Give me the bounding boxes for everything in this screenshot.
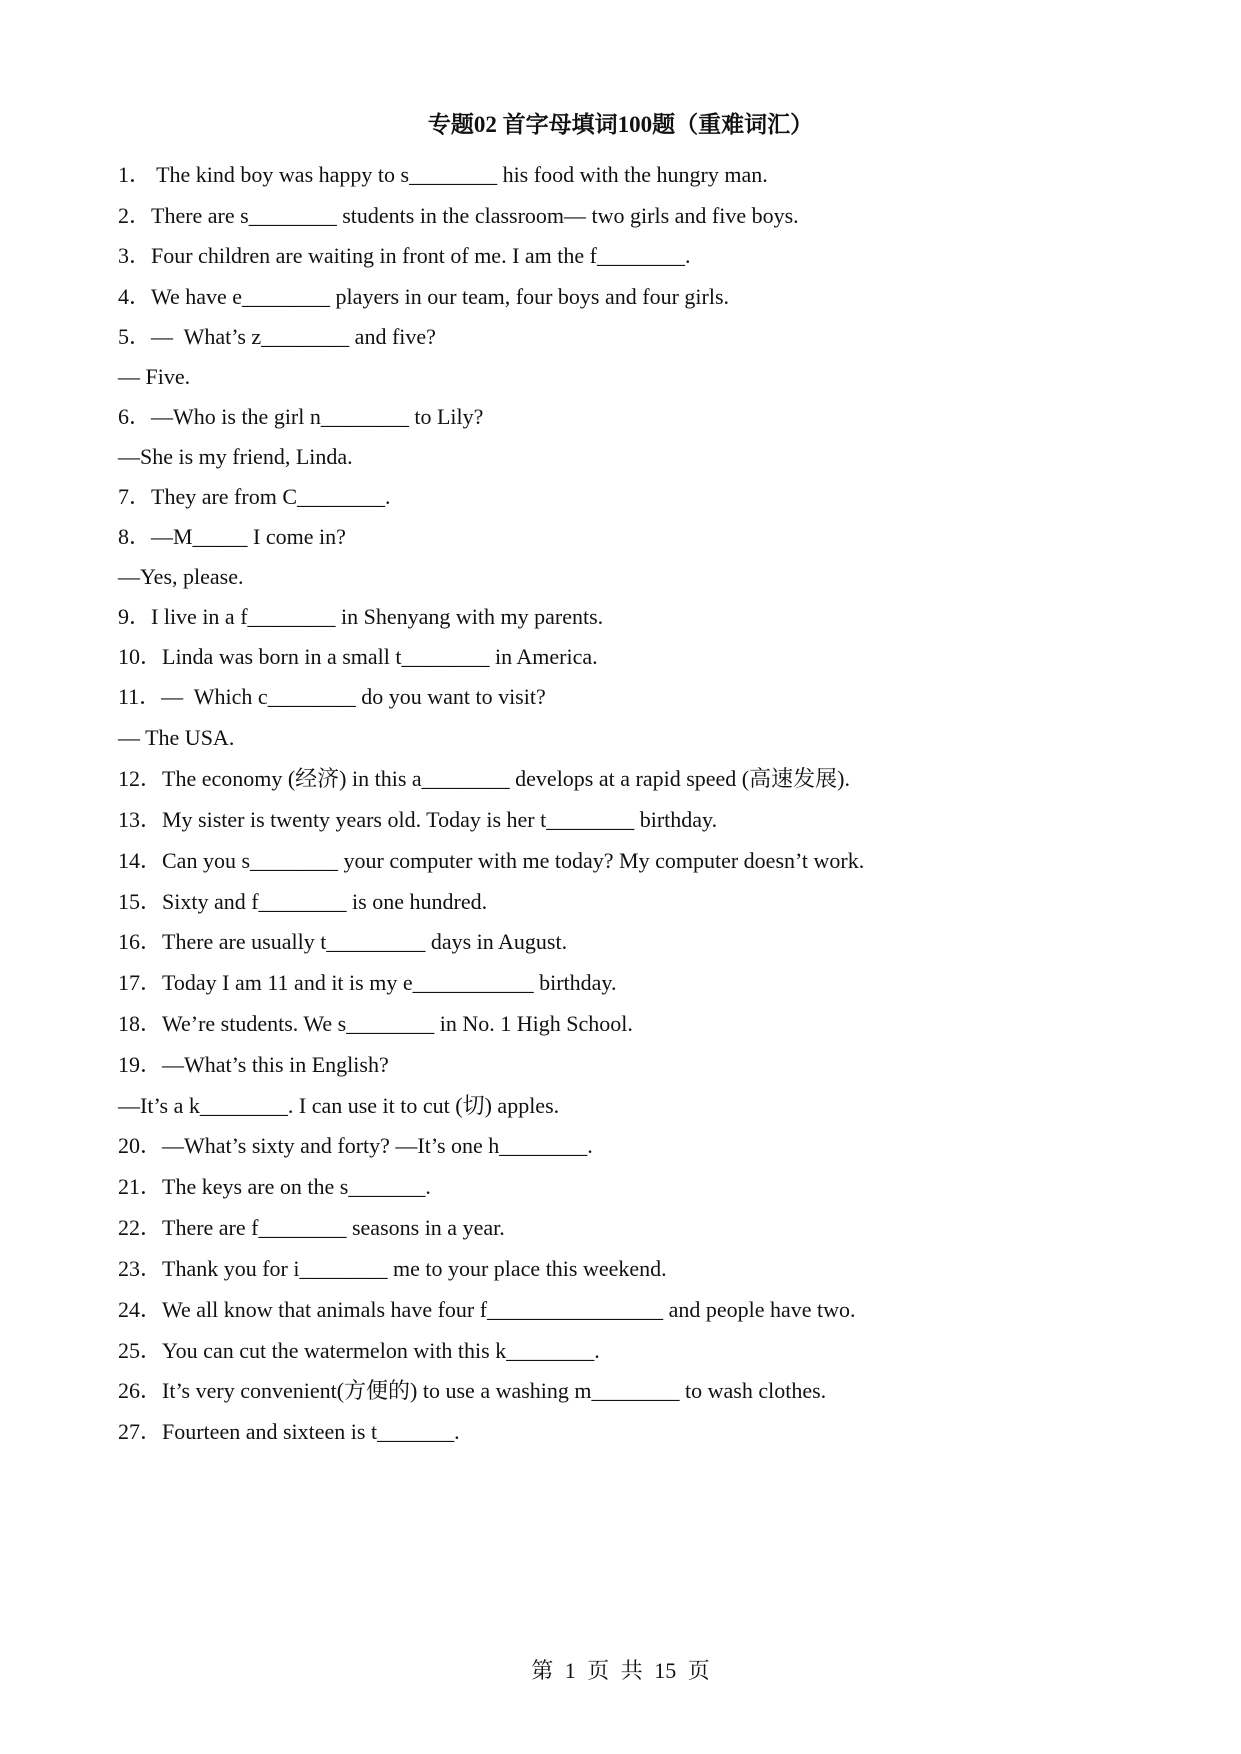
question-line: 16．There are usually t_________ days in August. [118, 929, 568, 954]
question-line: 11．— Which c________ do you want to visit? [118, 684, 546, 709]
question-line: 24．We all know that animals have four f________________ and people have two. [118, 1297, 856, 1322]
question-line: 22．There are f________ seasons in a year. [118, 1215, 505, 1240]
question-line: 6．—Who is the girl n________ to Lily? [118, 404, 484, 429]
question-line: 2．There are s________ students in the classroom— two girls and five boys. [118, 203, 799, 228]
question-line: 17．Today I am 11 and it is my e___________ birthday. [118, 970, 617, 995]
question-line: —It’s a k________. I can use it to cut (切) apples. [118, 1093, 560, 1118]
question-line: 1． The kind boy was happy to s________ his food with the hungry man. [118, 162, 768, 187]
question-line: 27．Fourteen and sixteen is t_______. [118, 1419, 460, 1444]
question-line: — Five. [118, 364, 191, 389]
question-line: 10．Linda was born in a small t________ in America. [118, 644, 598, 669]
question-line: 25．You can cut the watermelon with this k________. [118, 1338, 600, 1363]
question-line: 15．Sixty and f________ is one hundred. [118, 889, 488, 914]
question-line: 23．Thank you for i________ me to your place this weekend. [118, 1256, 667, 1281]
question-line: — The USA. [118, 725, 235, 750]
page-footer: 第 1 页 共 15 页 [531, 1658, 710, 1683]
page-title: 专题02 首字母填词100题（重难词汇） [427, 112, 814, 137]
question-line: 20．—What’s sixty and forty? —It’s one h________. [118, 1133, 593, 1158]
question-line: 12．The economy (经济) in this a________ develops at a rapid speed (高速发展). [118, 766, 850, 791]
question-line: 13．My sister is twenty years old. Today is her t________ birthday. [118, 807, 718, 832]
question-line: 3．Four children are waiting in front of me. I am the f________. [118, 243, 691, 268]
question-line: 5．— What’s z________ and five? [118, 324, 436, 349]
question-line: 8．—M_____ I come in? [118, 524, 346, 549]
question-line: 9．I live in a f________ in Shenyang with my parents. [118, 604, 604, 629]
question-line: —Yes, please. [118, 564, 244, 589]
question-line: 19．—What’s this in English? [118, 1052, 389, 1077]
question-line: 4．We have e________ players in our team, four boys and four girls. [118, 284, 730, 309]
question-line: 26．It’s very convenient(方便的) to use a washing m________ to wash clothes. [118, 1378, 827, 1403]
question-line: 18．We’re students. We s________ in No. 1 High School. [118, 1011, 633, 1036]
question-line: 7．They are from C________. [118, 484, 391, 509]
question-line: —She is my friend, Linda. [118, 444, 353, 469]
question-line: 14．Can you s________ your computer with me today? My computer doesn’t work. [118, 848, 865, 873]
question-line: 21．The keys are on the s_______. [118, 1174, 431, 1199]
